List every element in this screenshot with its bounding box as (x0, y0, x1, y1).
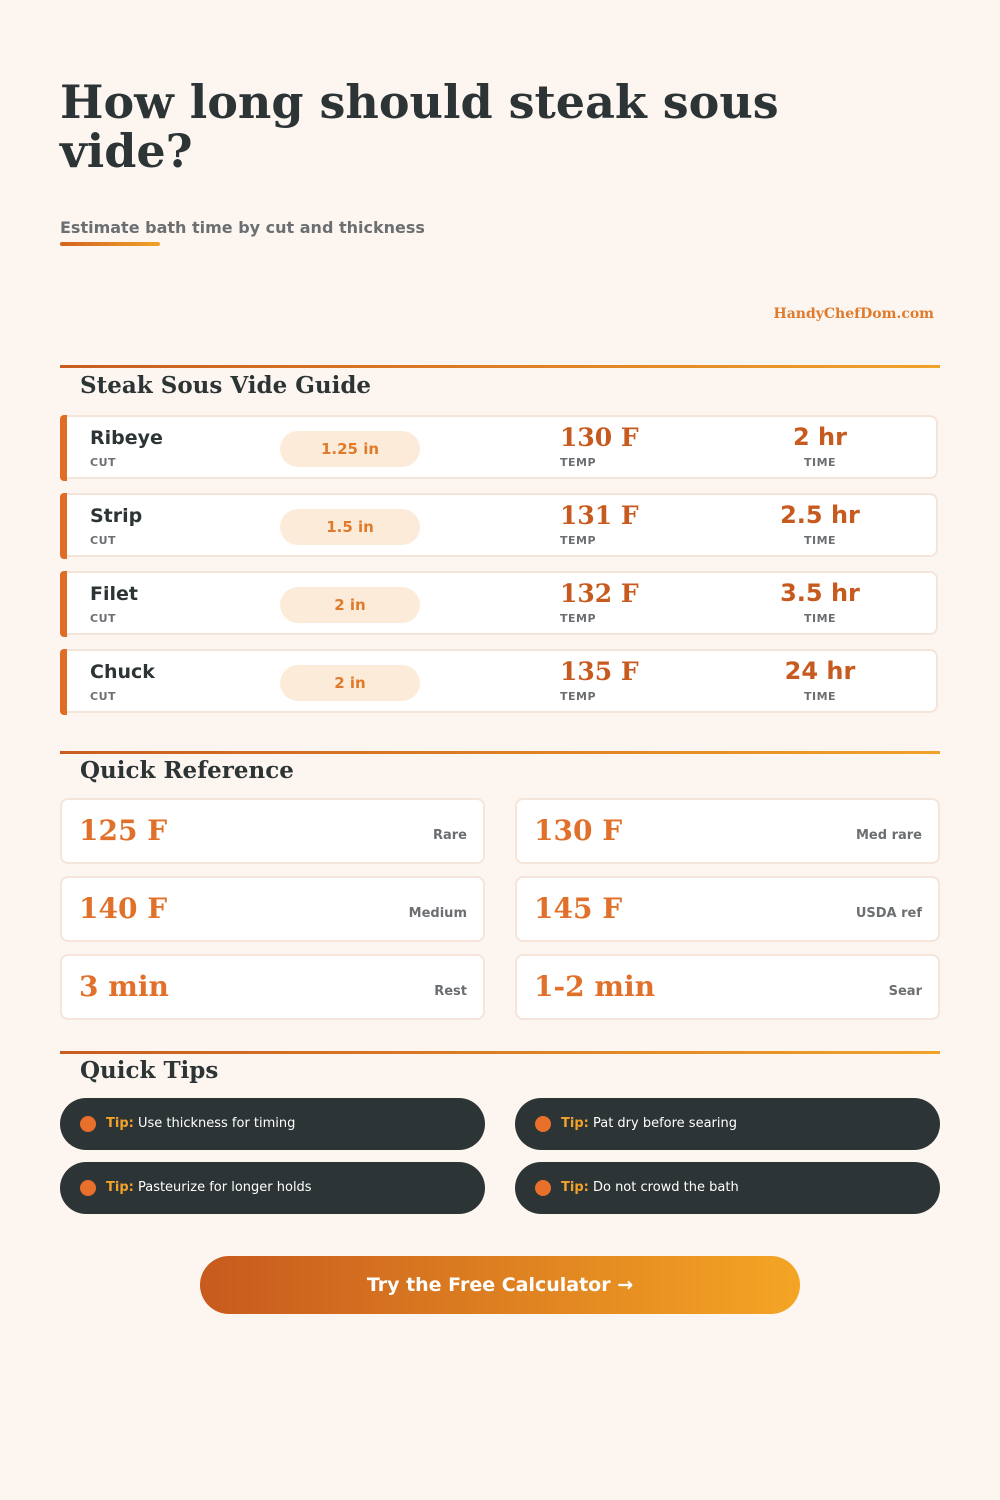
tip-prefix: Tip: (561, 1116, 589, 1131)
time-value: 2 hr (793, 423, 847, 451)
tip-body: Use thickness for timing (137, 1116, 296, 1131)
thickness-badge: 2 in (280, 587, 420, 623)
tip-text (561, 1116, 737, 1131)
row-accent-bar (60, 415, 67, 481)
time-label: TIME (803, 456, 837, 469)
page-title: How long should steak sous vide? (60, 75, 779, 178)
reference-label: Medium (408, 906, 467, 921)
reference-section-divider (60, 751, 940, 754)
cut-name: Filet (90, 583, 138, 605)
tip-bullet-icon (80, 1180, 96, 1196)
reference-value: 145 F (534, 892, 623, 925)
thickness-badge: 2 in (280, 665, 420, 701)
time-value: 24 hr (784, 657, 856, 685)
reference-value: 1-2 min (534, 970, 655, 1003)
temp-value: 132 F (560, 579, 639, 608)
tip-item (515, 1162, 940, 1214)
temp-label: TEMP (560, 534, 597, 547)
cut-label: CUT (90, 456, 117, 469)
tip-body: Pat dry before searing (592, 1116, 737, 1131)
tip-text (561, 1180, 739, 1195)
reference-card-medium (60, 876, 485, 942)
tip-item (515, 1098, 940, 1150)
page-subtitle: Estimate bath time by cut and thickness (60, 218, 425, 237)
reference-value: 140 F (79, 892, 168, 925)
guide-row-strip (60, 493, 938, 557)
guide-row-filet (60, 571, 938, 635)
time-label: TIME (803, 534, 837, 547)
temp-label: TEMP (560, 612, 597, 625)
time-value: 3.5 hr (780, 579, 860, 607)
row-accent-bar (60, 493, 67, 559)
time-label: TIME (803, 612, 837, 625)
reference-section-title: Quick Reference (80, 757, 294, 784)
thickness-badge: 1.25 in (280, 431, 420, 467)
temp-label: TEMP (560, 690, 597, 703)
tip-prefix: Tip: (561, 1180, 589, 1195)
tip-bullet-icon (80, 1116, 96, 1132)
temp-label: TEMP (560, 456, 597, 469)
reference-card-usda (515, 876, 940, 942)
reference-label: Rare (432, 828, 467, 843)
tip-prefix: Tip: (106, 1116, 134, 1131)
cut-label: CUT (90, 690, 117, 703)
tips-section-divider (60, 1051, 940, 1054)
brand-link[interactable]: HandyChefDom.com (773, 306, 934, 322)
thickness-badge: 1.5 in (280, 509, 420, 545)
row-accent-bar (60, 571, 67, 637)
guide-section-title: Steak Sous Vide Guide (80, 372, 372, 399)
guide-row-ribeye (60, 415, 938, 479)
tip-body: Pasteurize for longer holds (137, 1180, 312, 1195)
tip-item (60, 1098, 485, 1150)
reference-label: Sear (888, 984, 922, 999)
tip-text (106, 1180, 312, 1195)
time-value: 2.5 hr (780, 501, 860, 529)
reference-label: Med rare (856, 828, 922, 843)
reference-card-sear (515, 954, 940, 1020)
row-accent-bar (60, 649, 67, 715)
temp-value: 135 F (560, 657, 639, 686)
tip-item (60, 1162, 485, 1214)
reference-value: 125 F (79, 814, 168, 847)
cut-name: Strip (90, 505, 143, 527)
reference-label: USDA ref (855, 906, 922, 921)
cut-label: CUT (90, 612, 117, 625)
free-calculator-button[interactable]: Try the Free Calculator → (200, 1256, 800, 1314)
cut-name: Ribeye (90, 427, 163, 449)
guide-row-chuck (60, 649, 938, 713)
guide-section-divider (60, 365, 940, 368)
tip-body: Do not crowd the bath (592, 1180, 739, 1195)
temp-value: 131 F (560, 501, 639, 530)
subtitle-underline (60, 242, 160, 246)
tip-prefix: Tip: (106, 1180, 134, 1195)
tip-text (106, 1116, 295, 1131)
time-label: TIME (803, 690, 837, 703)
reference-value: 3 min (79, 970, 169, 1003)
reference-card-rest (60, 954, 485, 1020)
reference-card-rare (60, 798, 485, 864)
cut-name: Chuck (90, 661, 155, 683)
reference-card-med-rare (515, 798, 940, 864)
temp-value: 130 F (560, 423, 639, 452)
tip-bullet-icon (535, 1180, 551, 1196)
reference-label: Rest (434, 984, 467, 999)
cut-label: CUT (90, 534, 117, 547)
tips-section-title: Quick Tips (80, 1057, 219, 1084)
reference-value: 130 F (534, 814, 623, 847)
tip-bullet-icon (535, 1116, 551, 1132)
